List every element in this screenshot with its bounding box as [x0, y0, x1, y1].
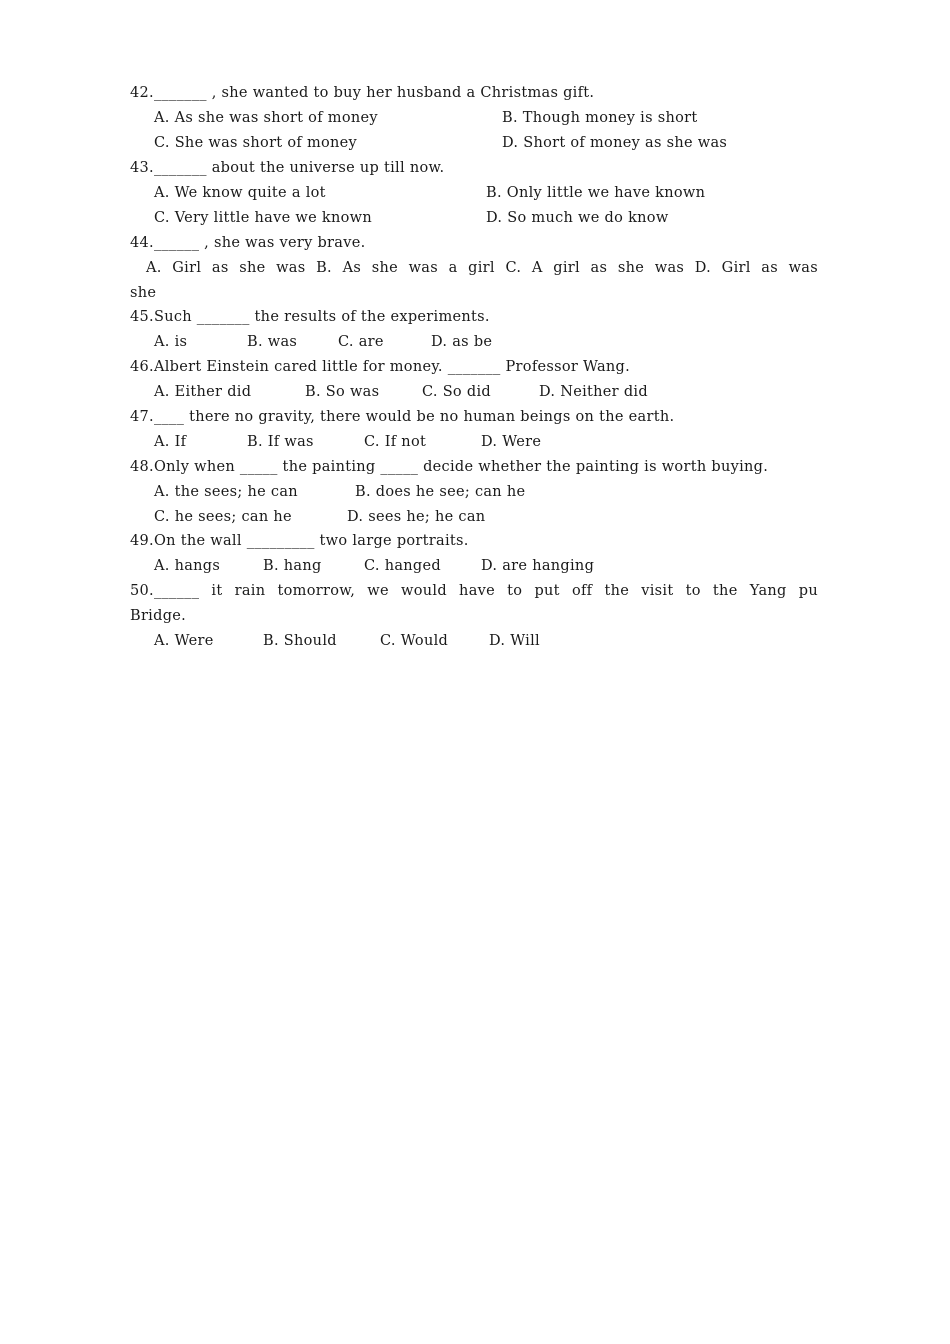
question-50-option-c: C. Would — [380, 633, 449, 649]
question-49-option-a: A. hangs — [154, 558, 221, 574]
question-47-option-d: D. Were — [481, 434, 542, 450]
question-42-option-c: C. She was short of money — [154, 135, 358, 151]
question-43-stem: 43._______ about the universe up till now. — [130, 160, 445, 176]
question-46-option-a: A. Either did — [154, 384, 252, 400]
question-46-option-b: B. So was — [305, 384, 380, 400]
question-47-stem: 47.____ there no gravity, there would be no human beings on the earth. — [130, 409, 675, 425]
question-43-option-a: A. We know quite a lot — [154, 185, 326, 201]
question-48-option-b: B. does he see; can he — [355, 484, 526, 500]
question-50-stem-wrap: Bridge. — [130, 608, 187, 624]
question-49-option-b: B. hang — [263, 558, 322, 574]
question-44-options-wrap: she — [130, 285, 157, 301]
question-50-option-a: A. Were — [154, 633, 214, 649]
question-45-option-d: D. as be — [431, 334, 493, 350]
question-45-option-b: B. was — [247, 334, 298, 350]
question-46-option-d: D. Neither did — [539, 384, 648, 400]
question-42-option-a: A. As she was short of money — [154, 110, 378, 126]
question-44-options: A. Girl as she was B. As she was a girl C. A girl as she was D. Girl as was — [146, 260, 818, 276]
question-42-option-d: D. Short of money as she was — [502, 135, 728, 151]
question-45-option-a: A. is — [154, 334, 188, 350]
question-46-stem: 46.Albert Einstein cared little for money. _______ Professor Wang. — [130, 359, 631, 375]
question-47-option-b: B. If was — [247, 434, 314, 450]
question-42-stem: 42._______ , she wanted to buy her husband a Christmas gift. — [130, 85, 595, 101]
question-47-option-c: C. If not — [364, 434, 427, 450]
question-47-option-a: A. If — [154, 434, 187, 450]
question-45-stem: 45.Such _______ the results of the experiments. — [130, 309, 490, 325]
question-48-stem: 48.Only when _____ the painting _____ decide whether the painting is worth buying. — [130, 459, 769, 475]
question-43-option-d: D. So much we do know — [486, 210, 669, 226]
question-46-option-c: C. So did — [422, 384, 491, 400]
question-48-option-d: D. sees he; he can — [347, 509, 486, 525]
question-50-stem: 50.______ it rain tomorrow, we would have to put off the visit to the Yang pu — [130, 583, 818, 599]
question-43-option-c: C. Very little have we known — [154, 210, 372, 226]
question-48-option-c: C. he sees; can he — [154, 509, 292, 525]
question-49-stem: 49.On the wall _________ two large portraits. — [130, 533, 469, 549]
question-44-stem: 44.______ , she was very brave. — [130, 235, 366, 251]
question-48-option-a: A. the sees; he can — [154, 484, 298, 500]
question-49-option-d: D. are hanging — [481, 558, 595, 574]
question-42-option-b: B. Though money is short — [502, 110, 698, 126]
question-49-option-c: C. hanged — [364, 558, 441, 574]
question-43-option-b: B. Only little we have known — [486, 185, 706, 201]
question-45-option-c: C. are — [338, 334, 384, 350]
question-50-option-b: B. Should — [263, 633, 337, 649]
question-50-option-d: D. Will — [489, 633, 540, 649]
